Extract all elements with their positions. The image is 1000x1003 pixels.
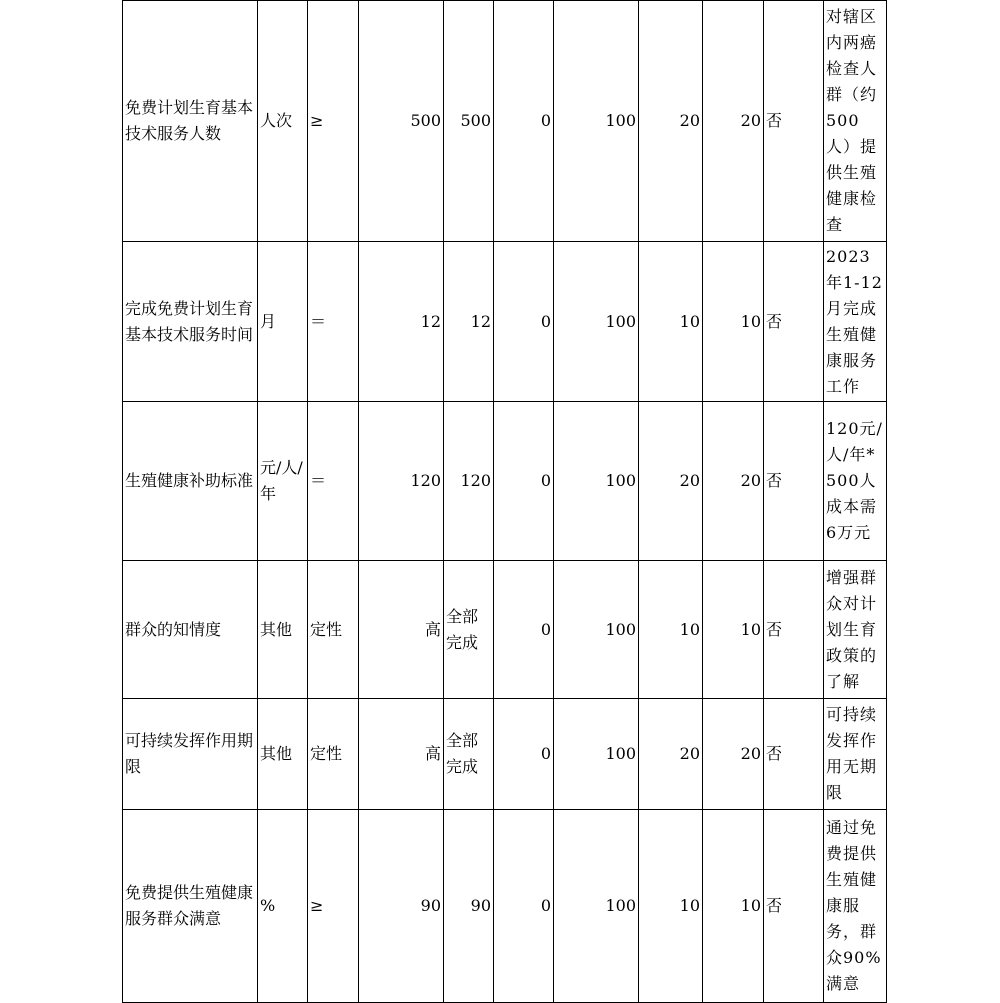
weight-cell: 20 — [639, 402, 703, 561]
note-cell: 通过免费提供生殖健康服务，群众90%满意 — [824, 810, 887, 1003]
operator-cell: 定性 — [308, 561, 359, 699]
completion-rate-cell: 100 — [554, 810, 639, 1003]
target-value-cell: 90 — [359, 810, 444, 1003]
actual-value-cell: 12 — [444, 242, 494, 402]
flag-cell: 否 — [764, 561, 824, 699]
score-cell: 10 — [703, 561, 764, 699]
indicator-name-cell: 免费提供生殖健康服务群众满意 — [123, 810, 258, 1003]
unit-cell: 人次 — [258, 1, 308, 242]
table-row — [123, 561, 887, 699]
target-value-cell: 120 — [359, 402, 444, 561]
completion-rate-cell: 100 — [554, 561, 639, 699]
flag-cell: 否 — [764, 402, 824, 561]
flag-cell: 否 — [764, 810, 824, 1003]
operator-cell: ＝ — [308, 242, 359, 402]
table-row — [123, 1, 887, 242]
target-value-cell: 500 — [359, 1, 444, 242]
weight-cell: 20 — [639, 699, 703, 810]
table-row — [123, 810, 887, 1003]
target-value-cell: 高 — [359, 561, 444, 699]
weight-cell: 10 — [639, 242, 703, 402]
actual-value-cell: 120 — [444, 402, 494, 561]
note-cell: 2023年1-12月完成生殖健康服务工作 — [824, 242, 887, 402]
weight-cell: 20 — [639, 1, 703, 242]
deviation-cell: 0 — [494, 561, 554, 699]
target-value-cell: 12 — [359, 242, 444, 402]
unit-cell: 其他 — [258, 699, 308, 810]
deviation-cell: 0 — [494, 402, 554, 561]
note-cell: 增强群众对计划生育政策的了解 — [824, 561, 887, 699]
deviation-cell: 0 — [494, 1, 554, 242]
unit-cell: 其他 — [258, 561, 308, 699]
unit-cell: % — [258, 810, 308, 1003]
completion-rate-cell: 100 — [554, 1, 639, 242]
actual-value-cell: 全部完成 — [444, 561, 494, 699]
note-cell: 120元/人/年*500人成本需6万元 — [824, 402, 887, 561]
completion-rate-cell: 100 — [554, 699, 639, 810]
operator-cell: ＝ — [308, 402, 359, 561]
table-row — [123, 242, 887, 402]
score-cell: 20 — [703, 699, 764, 810]
indicator-name-cell: 群众的知情度 — [123, 561, 258, 699]
performance-indicator-table — [122, 0, 887, 1003]
operator-cell: ≥ — [308, 810, 359, 1003]
score-cell: 20 — [703, 1, 764, 242]
operator-cell: 定性 — [308, 699, 359, 810]
unit-cell: 月 — [258, 242, 308, 402]
indicator-name-cell: 生殖健康补助标准 — [123, 402, 258, 561]
indicator-name-cell: 免费计划生育基本技术服务人数 — [123, 1, 258, 242]
operator-cell: ≥ — [308, 1, 359, 242]
note-cell: 可持续发挥作用无期限 — [824, 699, 887, 810]
table-row — [123, 699, 887, 810]
completion-rate-cell: 100 — [554, 402, 639, 561]
score-cell: 10 — [703, 810, 764, 1003]
note-cell: 对辖区内两癌检查人群（约500人）提供生殖健康检查 — [824, 1, 887, 242]
flag-cell: 否 — [764, 699, 824, 810]
flag-cell: 否 — [764, 242, 824, 402]
deviation-cell: 0 — [494, 699, 554, 810]
weight-cell: 10 — [639, 561, 703, 699]
actual-value-cell: 全部完成 — [444, 699, 494, 810]
table-row — [123, 402, 887, 561]
weight-cell: 10 — [639, 810, 703, 1003]
score-cell: 10 — [703, 242, 764, 402]
flag-cell: 否 — [764, 1, 824, 242]
deviation-cell: 0 — [494, 810, 554, 1003]
target-value-cell: 高 — [359, 699, 444, 810]
actual-value-cell: 90 — [444, 810, 494, 1003]
unit-cell: 元/人/年 — [258, 402, 308, 561]
actual-value-cell: 500 — [444, 1, 494, 242]
completion-rate-cell: 100 — [554, 242, 639, 402]
score-cell: 20 — [703, 402, 764, 561]
indicator-name-cell: 完成免费计划生育基本技术服务时间 — [123, 242, 258, 402]
indicator-name-cell: 可持续发挥作用期限 — [123, 699, 258, 810]
deviation-cell: 0 — [494, 242, 554, 402]
